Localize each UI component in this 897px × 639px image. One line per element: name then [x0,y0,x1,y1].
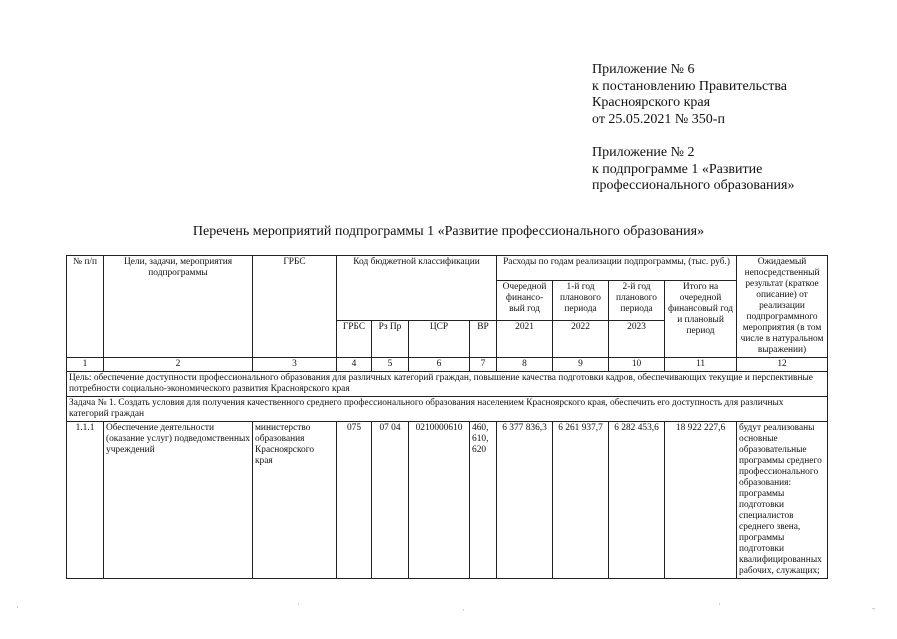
header-code-grbs: ГРБС [337,321,372,358]
column-number: 7 [470,358,497,372]
item-value-2022: 6 261 937,7 [553,422,609,579]
scan-speck: · [16,602,19,612]
column-number: 10 [609,358,665,372]
header-num: № п/п [67,256,104,358]
item-value-total: 18 922 227,6 [665,422,737,579]
column-number: 6 [409,358,470,372]
header-year-2023: 2023 [609,321,665,358]
annex-6-block [592,62,787,128]
item-result: будут реализованы основные образовательные программы среднего профессионального образования: программы подготовки специалистов среднего звена, программы подготовки квалифицированных рабочих, служащих; [737,422,828,579]
annex-6-line: Красноярского края [592,95,711,110]
header-result: Ожидаемый непосредственный результат (краткое описание) от реализации подпрограммного мероприятия (в том числе в натуральном выражении) [737,256,828,358]
header-code-vr: ВР [470,321,497,358]
header-goals: Цели, задачи, мероприятия подпрограммы [104,256,253,358]
item-value-2021: 6 377 836,3 [497,422,553,579]
annex-6-line: от 25.05.2021 № 350-п [592,111,725,127]
scan-speck: · [297,599,300,609]
item-name: Обеспечение деятельности (оказание услуг) подведомственных учреждений [104,422,253,579]
item-code-rzpr: 07 04 [372,422,409,579]
column-number: 12 [737,358,828,372]
item-code-csr: 0210000610 [409,422,470,579]
header-code-rzpr: Рз Пр [372,321,409,358]
header-plan-2: 2-й год планового периода [609,281,665,321]
header-year-2022: 2022 [553,321,609,358]
scan-speck: · [718,599,721,609]
annex-2-line: к подпрограмме 1 «Развитие [592,161,763,177]
annex-2-line: профессионального образования» [592,178,795,193]
annex-6-line: к постановлению Правительства [592,78,788,94]
item-value-2023: 6 282 453,6 [609,422,665,579]
header-code-csr: ЦСР [409,321,470,358]
scan-speck: · [462,605,465,615]
item-num: 1.1.1 [67,422,104,579]
item-code-vr: 460, 610, 620 [470,422,497,579]
header-total: Итого на очередной финансовый год и плановый период [665,281,737,358]
header-expenses: Расходы по годам реализации подпрограммы, (тыс. руб.) [497,256,737,281]
column-number: 1 [67,358,104,372]
column-number: 11 [665,358,737,372]
column-number: 8 [497,358,553,372]
annex-6-line: Приложение № 6 [592,62,695,77]
scan-speck: - [872,603,875,613]
column-number: 4 [337,358,372,372]
header-grbs: ГРБС [253,256,337,358]
header-fin-year: Очередной финансо-вый год [497,281,553,321]
item-code-grbs: 075 [337,422,372,579]
header-year-2021: 2021 [497,321,553,358]
task-row: Задача № 1. Создать условия для получения качественного среднего профессионального образования населением Красноярского края, обеспечить его доступность для различных категорий граждан [67,397,828,422]
annex-2-line: Приложение № 2 [592,145,695,160]
item-grbs: министерство образования Красноярского края [253,422,337,579]
column-number: 3 [253,358,337,372]
header-budget-code: Код бюджетной классификации [337,256,497,321]
measures-table [66,255,828,579]
column-number: 2 [104,358,253,372]
column-number: 9 [553,358,609,372]
document-title: Перечень мероприятий подпрограммы 1 «Развитие профессионального образования» [192,224,705,239]
header-plan-1: 1-й год планового периода [553,281,609,321]
column-number: 5 [372,358,409,372]
annex-2-block [592,145,794,195]
goal-row: Цель: обеспечение доступности профессионального образования для различных категорий граждан, повышение качества подготовки кадров, обеспечивающих текущие и перспективные потребности социально-экономического развития Красноярского края [67,372,828,397]
